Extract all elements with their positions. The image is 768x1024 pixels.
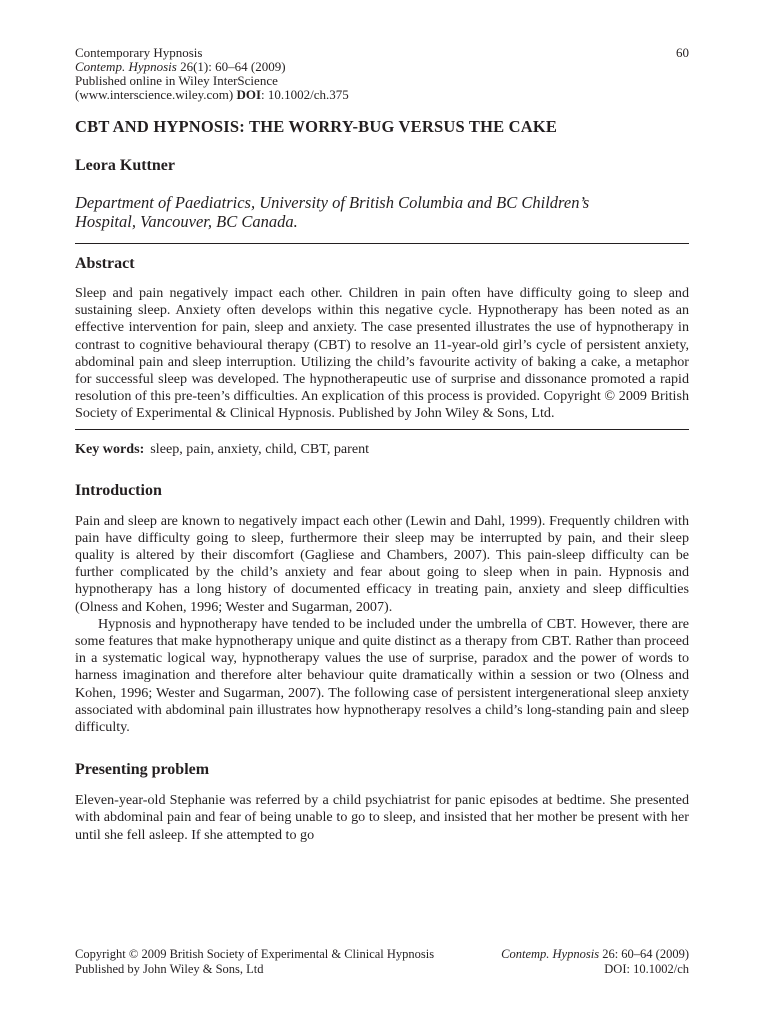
footer-row-2 [75,962,689,977]
presenting-problem-paragraph-1: Eleven-year-old Stephanie was referred by a child psychiatrist for panic episodes at bedtime. She presented with abdominal pain and fear of being unable to go to sleep, and insisted that her mother be present with her until she fell asleep. If she attempted to go [75,792,689,843]
affiliation-line-2: Hospital, Vancouver, BC Canada. [75,212,298,231]
article-page [75,46,689,844]
introduction-paragraph-1: Pain and sleep are known to negatively impact each other (Lewin and Dahl, 1999). Frequently children with pain have difficulty going to sleep, furthermore their sleep may be interrupted by pain, and their sleep quality is altered by their discomfort (Gagliese and Chambers, 2007). This pain-sleep difficulty can be further complicated by the child’s anxiety and fear about going to sleep when in pain. Hypnosis and hypnotherapy has a long history of documented efficacy in treating pain, anxiety and sleep difficulties (Olness and Kohen, 1996; Wester and Sugarman, 2007). [75,512,689,615]
author-affiliation [75,193,689,231]
abstract-top-rule [75,243,689,244]
doi-value[interactable]: : 10.1002/ch.375 [261,87,349,102]
footer-volume: 26: 60–64 (2009) [599,947,689,961]
publisher-url[interactable]: (www.interscience.wiley.com) [75,87,234,102]
citation-journal-abbrev: Contemp. Hypnosis [75,59,177,74]
abstract-text: Sleep and pain negatively impact each other. Children in pain often have difficulty going to sleep and sustaining sleep. Anxiety often develops within this negative cycle. Hypnotherapy has been noted as an effective intervention for pain, sleep and anxiety. The case presented illustrates the use of hypnotherapy in contrast to cognitive behavioural therapy (CBT) to resolve an 11-year-old girl’s cycle of persistent anxiety, abdominal pain and sleep interruption. Utilizing the child’s favourite activity of baking a cake, a metaphor for successful sleep was developed. The hypnotherapeutic use of surprise and dissonance promoted a rapid resolution of this pre-teen’s difficulties. An explication of this process is provided. Copyright © 2009 British Society of Experimental & Clinical Hypnosis. Published by John Wiley & Sons, Ltd. [75,285,689,422]
citation-volume: 26(1): 60–64 (2009) [176,59,286,74]
author-name: Leora Kuttner [75,157,175,174]
footer-row-1 [75,947,689,962]
page-footer [75,947,689,977]
footer-citation [501,947,689,962]
keywords-label: Key words: [75,440,145,457]
doi-label: DOI [236,87,262,102]
journal-header [75,46,689,102]
footer-journal-abbrev: Contemp. Hypnosis [501,947,600,961]
published-online-line: Published online in Wiley InterScience [75,73,278,88]
article-title: CBT AND HYPNOSIS: THE WORRY-BUG VERSUS THE CAKE [75,117,558,136]
footer-publisher: Published by John Wiley & Sons, Ltd [75,962,264,976]
affiliation-line-1: Department of Paediatrics, University of British Columbia and BC Children’s [75,193,590,212]
keywords-line [75,440,689,458]
abstract-heading: Abstract [75,255,135,272]
keywords-value: sleep, pain, anxiety, child, CBT, parent [150,440,370,457]
journal-name: Contemporary Hypnosis [75,45,203,60]
footer-copyright: Copyright © 2009 British Society of Experimental & Clinical Hypnosis [75,947,435,961]
presenting-problem-heading: Presenting problem [75,761,210,779]
footer-doi: DOI: 10.1002/ch [604,962,689,976]
introduction-paragraph-2: Hypnosis and hypnotherapy have tended to be included under the umbrella of CBT. However, there are some features that make hypnotherapy unique and quite distinct as a therapy from CBT. Rather than proceed in a systematic logical way, hypnotherapy values the use of surprise, paradox and the power of words to harness imagination and therefore alter behaviour quite dramatically within a session or two (Olness and Kohen, 1996; Wester and Sugarman, 2007). The following case of persistent intergenerational sleep anxiety associated with abdominal pain illustrates how hypnotherapy resolves a child’s long-standing pain and sleep difficulty. [75,615,689,736]
citation-line [75,60,689,74]
url-doi-line [75,88,689,102]
page-number: 60 [676,45,689,60]
introduction-heading: Introduction [75,481,162,499]
abstract-bottom-rule [75,429,689,430]
